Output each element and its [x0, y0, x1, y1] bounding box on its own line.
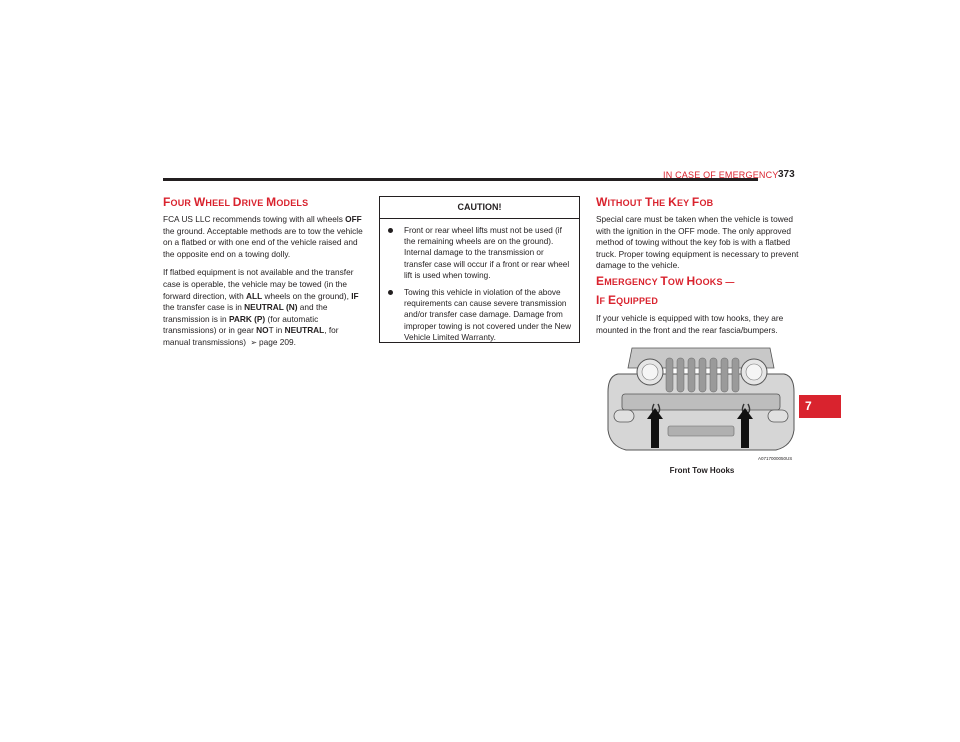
front-tow-hooks-illustration	[604, 346, 798, 462]
paragraph: If flatbed equipment is not available and the transfer case is operable, the vehicle may be towed (in the forward direction, with ALL wheels on the ground), IF the transfer case is in NEUTRAL (N) and the transmission is in PARK (P) (for automatic transmissions) or in gear NOT in NEUTRAL, for manual transmissions) ➢ page 209.	[163, 267, 359, 347]
without-key-fob-text: Special care must be taken when the vehicle is towed with the ignition in the OFF mode. The only approved method of towing without the key fob is with a flatbed truck. Proper towing equipment is necessary to prevent damage to the vehicle.	[596, 214, 799, 271]
bullet-icon	[388, 290, 393, 295]
section-title: IN CASE OF EMERGENCY	[663, 170, 779, 180]
caution-item: Towing this vehicle in violation of the above requirements can cause severe transmission and/or transfer case damage. Damage from improper towing is not covered under the New Vehicle Limited Warranty.	[388, 287, 573, 343]
heading-if-equipped: IF EQUIPPED	[596, 293, 659, 307]
figure-caption: Front Tow Hooks	[669, 466, 735, 475]
page-reference-link[interactable]: page 209.	[259, 336, 296, 347]
tow-hooks-text: If your vehicle is equipped with tow hooks, they are mounted in the front and the rear fascia/bumpers.	[596, 313, 784, 335]
heading-four-wheel-drive: FOUR WHEEL DRIVE MODELS	[163, 195, 309, 209]
heading-without-key-fob: WITHOUT THE KEY FOB	[596, 195, 714, 209]
figure-code: A0717000050US	[758, 456, 793, 461]
caution-box	[379, 196, 580, 343]
chapter-tab[interactable]: 7	[799, 395, 841, 418]
page-reference-arrow-icon: ➢	[250, 337, 258, 347]
caution-list	[380, 219, 579, 343]
page-number: 373	[778, 169, 795, 180]
paragraph: FCA US LLC recommends towing with all wheels OFF the ground. Acceptable methods are to tow the vehicle on a flatbed or with one end of the vehicle raised and the opposite end on a towing dolly.	[163, 214, 363, 259]
caution-title: CAUTION!	[380, 197, 579, 219]
four-wheel-drive-text	[163, 214, 368, 356]
heading-emergency-tow-hooks: EMERGENCY TOW HOOKS —	[596, 274, 735, 288]
bullet-icon	[388, 228, 393, 233]
caution-item: Front or rear wheel lifts must not be used (if the remaining wheels are on the ground). Internal damage to the transmission or transfer case will occur if a front or rear wheel lift is used when towing.	[388, 225, 573, 281]
